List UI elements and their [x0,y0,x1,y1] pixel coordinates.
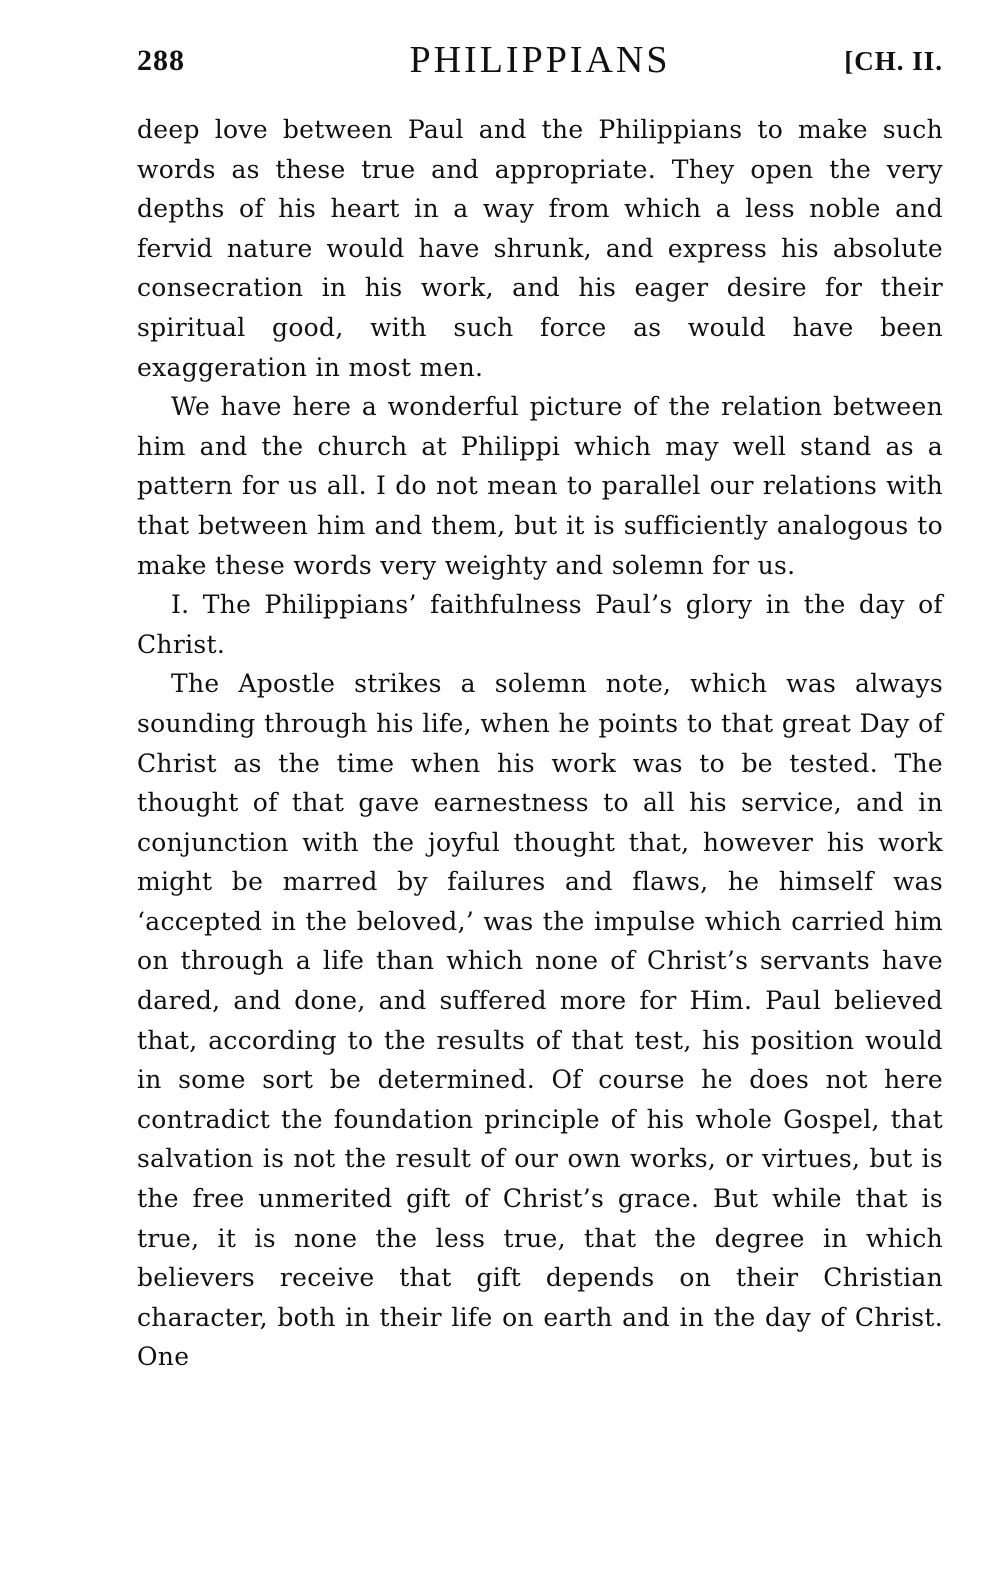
paragraph: deep love between Paul and the Philippians to make such words as these true and appropriate. They open the very depths of his heart in a way from which a less noble and fervid nature would have shrunk, and express his absolute consecration in his work, and his eager desire for their spiritual good, with such force as would have been exaggeration in most men. [137,115,943,382]
running-title: PHILIPPIANS [409,39,671,81]
chapter-reference: [CH. II. [844,46,943,76]
page-header [137,38,943,96]
body-text [137,110,943,1377]
paragraph: The Apostle strikes a solemn note, which was always sounding through his life, when he points to that great Day of Christ as the time when his work was to be tested. The thought of that gave earnestness to all his service, and in conjunction with the joyful thought that, however his work might be marred by failures and flaws, he himself was ‘accepted in the beloved,’ was the impulse which carried him on through a life than which none of Christ’s servants have dared, and done, and suffered more for Him. Paul believed that, according to the results of that test, his position would in some sort be determined. Of course he does not here contradict the foundation principle of his whole Gospel, that salvation is not the result of our own works, or virtues, but is the free unmerited gift of Christ’s grace. But while that is true, it is none the less true, that the degree in which believers receive that gift depends on their Christian character, both in their life on earth and in the day of Christ. One [137,669,943,1372]
book-page [137,38,943,1377]
page-number: 288 [137,44,185,77]
paragraph: We have here a wonderful picture of the relation between him and the church at Philippi which may well stand as a pattern for us all. I do not mean to parallel our relations with that between him and them, but it is sufficiently analogous to make these words very weighty and solemn for us. [137,392,943,580]
section-heading: I. The Philippians’ faithfulness Paul’s glory in the day of Christ. [137,590,943,659]
